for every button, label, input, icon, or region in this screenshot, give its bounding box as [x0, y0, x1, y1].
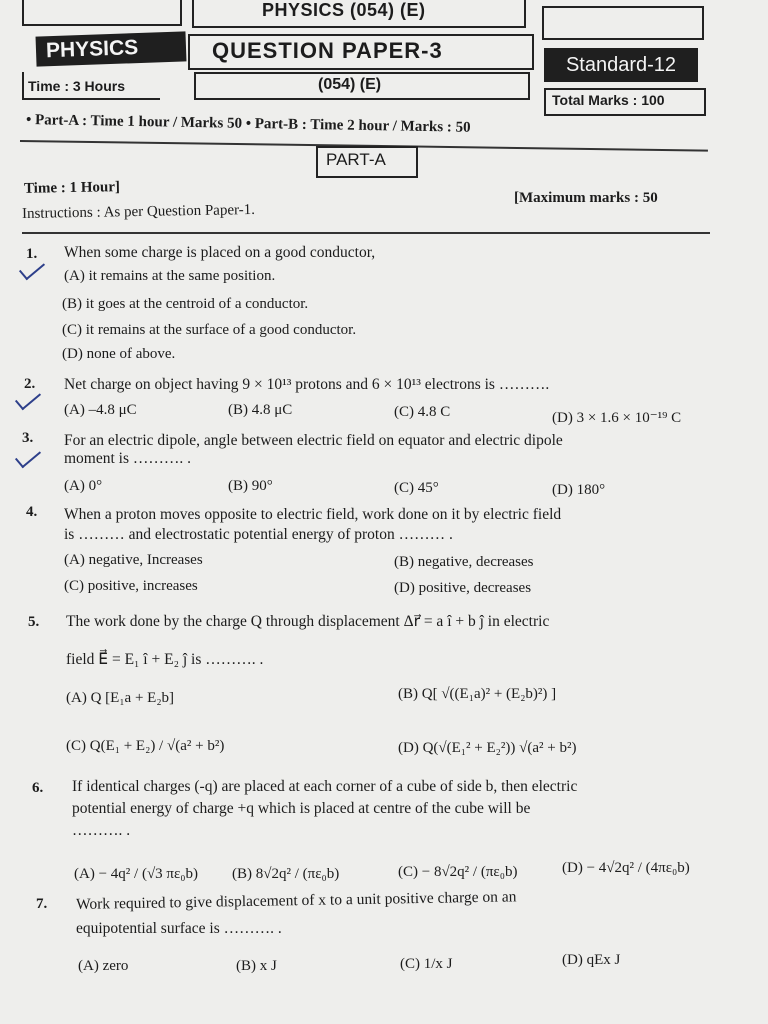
- q3-text-cont: moment is ………. .: [64, 450, 192, 467]
- q4-option-b: (B) negative, decreases: [394, 554, 534, 570]
- q6-option-c: (C) − 8√2q² / (πε₀b): [398, 864, 518, 880]
- instructions: Instructions : As per Question Paper-1.: [21, 201, 256, 223]
- q3-option-b: (B) 90°: [228, 478, 273, 494]
- instructions-rule: [22, 232, 710, 234]
- q7-number: 7.: [36, 896, 48, 912]
- q4-option-d: (D) positive, decreases: [394, 580, 532, 596]
- q2-option-b: (B) 4.8 μC: [228, 402, 293, 418]
- q4-number: 4.: [26, 504, 38, 520]
- subject-code: PHYSICS (054) (E): [262, 0, 426, 20]
- q1-option-b: (B) it goes at the centroid of a conductor.: [62, 296, 309, 312]
- q1-text: When some charge is placed on a good conductor,: [64, 244, 376, 261]
- q7-text: Work required to give displacement of x to a unit positive charge on an: [75, 888, 517, 913]
- check-mark: [15, 386, 41, 411]
- standard-label: Standard-12: [544, 48, 698, 82]
- q3-option-a: (A) 0°: [64, 478, 103, 494]
- q3-option-d: (D) 180°: [552, 482, 606, 498]
- q5-text: The work done by the charge Q through displacement Δr⃗ = a î + b ĵ in electric: [66, 613, 550, 630]
- q1-option-c: (C) it remains at the surface of a good conductor.: [62, 322, 357, 338]
- q6-text: If identical charges (-q) are placed at each corner of a cube of side b, then electric: [72, 778, 578, 795]
- q4-option-a: (A) negative, Increases: [64, 552, 203, 568]
- q7-option-a: (A) zero: [78, 958, 129, 974]
- q7-option-b: (B) x J: [236, 958, 277, 974]
- q2-option-a: (A) –4.8 μC: [64, 402, 137, 418]
- top-right-box: [542, 6, 704, 40]
- q4-text: When a proton moves opposite to electric field, work done on it by electric field: [64, 506, 562, 523]
- q6-option-b: (B) 8√2q² / (πε₀b): [232, 866, 340, 882]
- q6-option-d: (D) − 4√2q² / (4πε₀b): [562, 860, 690, 876]
- q4-text-cont: is ……… and electrostatic potential energy of proton ……… .: [64, 526, 453, 543]
- q6-text-cont: potential energy of charge +q which is placed at centre of the cube will be: [72, 800, 531, 817]
- q6-number: 6.: [32, 780, 44, 796]
- top-left-box: [22, 0, 182, 26]
- q7-option-d: (D) qEx J: [562, 952, 621, 968]
- q3-number: 3.: [22, 430, 34, 446]
- q7-option-c: (C) 1/x J: [400, 956, 453, 972]
- q2-option-c: (C) 4.8 C: [394, 404, 451, 420]
- q2-number: 2.: [24, 376, 36, 392]
- part-a-title: PART-A: [326, 150, 386, 169]
- max-marks: [Maximum marks : 50: [514, 190, 658, 206]
- q6-option-a: (A) − 4q² / (√3 πε₀b): [74, 866, 199, 882]
- q5-number: 5.: [28, 614, 40, 630]
- q5-option-b: (B) Q[ √((E₁a)² + (E₂b)²) ]: [398, 686, 557, 702]
- q1-option-a: (A) it remains at the same position.: [64, 268, 276, 284]
- subject-tag: PHYSICS: [36, 31, 187, 66]
- q5-text-cont: field E⃗ = E₁ î + E₂ ĵ is ………. .: [66, 651, 264, 668]
- q6-text-cont2: ………. .: [72, 822, 131, 839]
- q2-text: Net charge on object having 9 × 10¹³ protons and 6 × 10¹³ electrons is ……….: [64, 376, 550, 393]
- parts-line: • Part-A : Time 1 hour / Marks 50 • Part-B : Time 2 hour / Marks : 50: [25, 112, 471, 136]
- q3-option-c: (C) 45°: [394, 480, 439, 496]
- q7-text-cont: equipotential surface is ………. .: [76, 920, 282, 937]
- q1-option-d: (D) none of above.: [62, 346, 176, 362]
- paper-title: QUESTION PAPER-3: [212, 38, 443, 63]
- section-time: Time : 1 Hour]: [23, 179, 121, 197]
- q3-text: For an electric dipole, angle between electric field on equator and electric dipole: [64, 432, 563, 449]
- check-mark: [15, 444, 41, 469]
- total-time: Time : 3 Hours: [28, 78, 125, 94]
- check-mark: [19, 256, 45, 281]
- paper-code: (054) (E): [318, 76, 382, 93]
- q5-option-d: (D) Q(√(E₁² + E₂²)) √(a² + b²): [398, 740, 577, 756]
- q4-option-c: (C) positive, increases: [64, 578, 198, 594]
- q2-option-d: (D) 3 × 1.6 × 10⁻¹⁹ C: [552, 410, 682, 426]
- q5-option-a: (A) Q [E₁a + E₂b]: [66, 690, 175, 706]
- q1-number: 1.: [26, 246, 38, 262]
- total-marks: Total Marks : 100: [552, 92, 665, 108]
- q5-option-c: (C) Q(E₁ + E₂) / √(a² + b²): [66, 738, 225, 754]
